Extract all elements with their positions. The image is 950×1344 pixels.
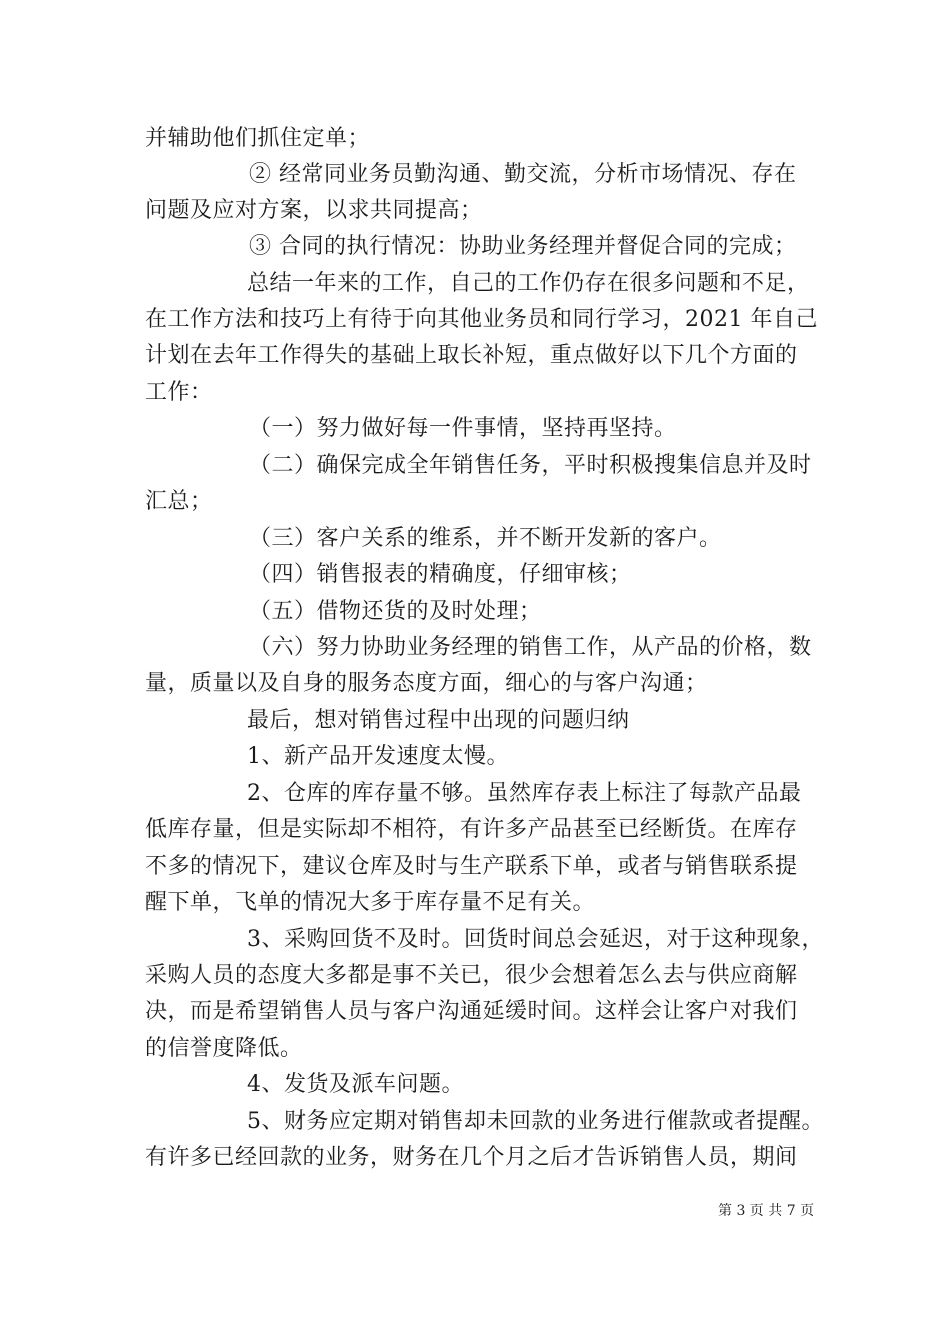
text-line: （六）努力协助业务经理的销售工作，从产品的价格，数: [249, 635, 812, 660]
text-line: 工作：: [145, 380, 213, 405]
text-line: 计划在去年工作得失的基础上取长补短，重点做好以下几个方面的: [145, 343, 798, 368]
text-line: （一）努力做好每一件事情，坚持再坚持。: [249, 416, 677, 441]
text-line: 在工作方法和技巧上有待于向其他业务员和同行学习，2021 年自己: [145, 307, 818, 332]
text-line: 最后，想对销售过程中出现的问题归纳: [247, 708, 630, 733]
text-line: （二）确保完成全年销售任务，平时积极搜集信息并及时: [249, 453, 812, 478]
text-line: 的信誉度降低。: [145, 1036, 303, 1061]
page-footer: 第 3 页 共 7 页: [718, 1203, 815, 1219]
text-line: 总结一年来的工作，自己的工作仍存在很多问题和不足，: [247, 271, 810, 296]
text-line: ③ 合同的执行情况：协助业务经理并督促合同的完成；: [249, 234, 797, 259]
text-line: 问题及应对方案，以求共同提高；: [145, 198, 483, 223]
text-line: 低库存量，但是实际却不相符，有许多产品甚至已经断货。在库存: [145, 817, 798, 842]
text-line: （五）借物还货的及时处理；: [249, 599, 542, 624]
text-line: 汇总；: [145, 489, 213, 514]
text-line: 不多的情况下，建议仓库及时与生产联系下单，或者与销售联系提: [145, 854, 798, 879]
text-line: 2、仓库的库存量不够。虽然库存表上标注了每款产品最: [247, 781, 802, 806]
text-line: 醒下单，飞单的情况大多于库存量不足有关。: [145, 890, 596, 915]
text-line: 量，质量以及自身的服务态度方面，细心的与客户沟通；: [145, 671, 708, 696]
text-line: 1、新产品开发速度太慢。: [247, 744, 509, 769]
text-line: 4、发货及派车问题。: [247, 1072, 464, 1097]
text-line: 采购人员的态度大多都是事不关已，很少会想着怎么去与供应商解: [145, 963, 798, 988]
text-line: 决，而是希望销售人员与客户沟通延缓时间。这样会让客户对我们: [145, 999, 798, 1024]
text-line: （四）销售报表的精确度，仔细审核；: [249, 562, 632, 587]
text-line: ② 经常同业务员勤沟通、勤交流，分析市场情况、存在: [249, 162, 797, 187]
text-line: 并辅助他们抓住定单；: [145, 126, 371, 151]
text-line: （三）客户关系的维系，并不断开发新的客户。: [249, 526, 722, 551]
text-line: 5、财务应定期对销售却未回款的业务进行催款或者提醒。: [247, 1109, 824, 1134]
text-line: 有许多已经回款的业务，财务在几个月之后才告诉销售人员，期间: [145, 1145, 798, 1170]
text-line: 3、采购回货不及时。回货时间总会延迟，对于这种现象，: [247, 927, 824, 952]
